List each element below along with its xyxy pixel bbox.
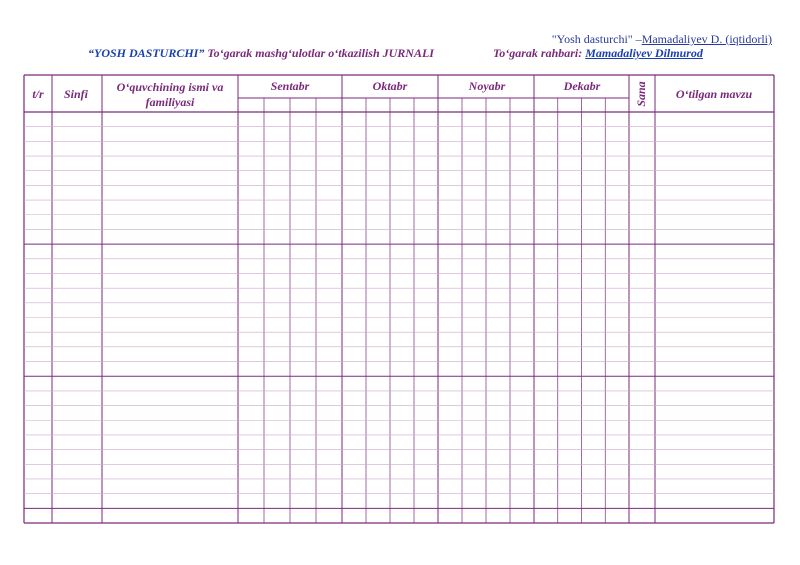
club-leader-name: Mamadaliyev Dilmurod [585, 46, 703, 60]
month-header-sentabr: Sentabr [270, 79, 310, 93]
club-leader-label: To‘garak rahbari: [493, 46, 586, 60]
col-topic-header: O‘tilgan mavzu [675, 87, 753, 101]
col-class-header: Sinfi [63, 87, 89, 101]
col-number-header: t/r [32, 87, 44, 101]
col-name-header-line2: familiyasi [145, 95, 195, 109]
journal-title-rest: To‘garak mashg‘ulotlar o‘tkazilish JURNALI [204, 46, 434, 60]
top-right-club: "Yosh dasturchi" – [551, 32, 642, 46]
month-header-noyabr: Noyabr [468, 79, 506, 93]
journal-title-club: “YOSH DASTURCHI” [88, 46, 205, 60]
top-right-author: Mamadaliyev D. (iqtidorli) [641, 32, 772, 46]
col-date-header: Sana [634, 81, 648, 107]
col-name-header-line1: O‘quvchining ismi va [116, 80, 224, 94]
month-header-oktabr: Oktabr [372, 79, 408, 93]
month-header-dekabr: Dekabr [563, 79, 601, 93]
